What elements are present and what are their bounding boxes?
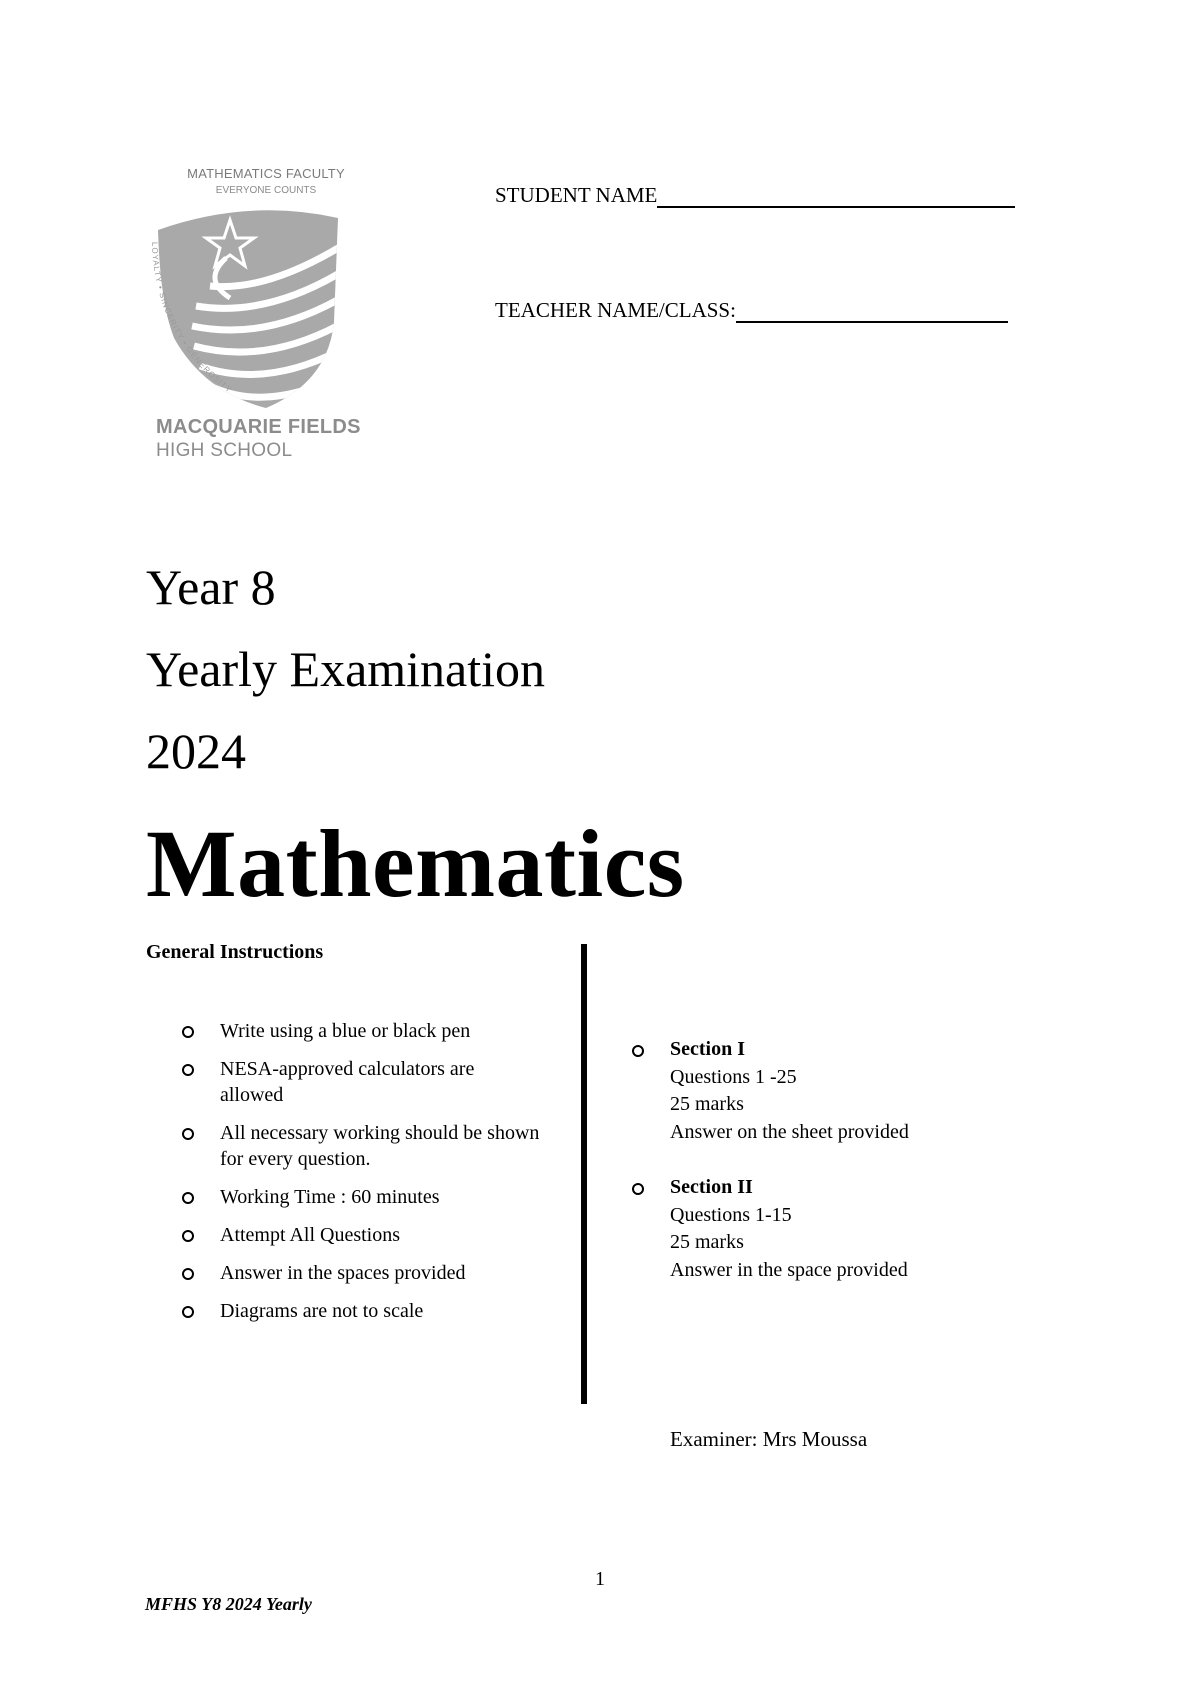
list-item: Working Time : 60 minutes bbox=[182, 1184, 542, 1210]
list-item: All necessary working should be shown for every question. bbox=[182, 1120, 542, 1172]
bullet-icon bbox=[182, 1230, 194, 1242]
school-logo bbox=[146, 160, 386, 470]
bullet-icon bbox=[182, 1128, 194, 1140]
student-name-field[interactable] bbox=[495, 183, 1015, 208]
list-item: NESA-approved calculators are allowed bbox=[182, 1056, 542, 1108]
bullet-icon bbox=[182, 1026, 194, 1038]
instructions-list bbox=[182, 1018, 542, 1336]
section-title: Section I bbox=[670, 1038, 745, 1060]
bullet-icon bbox=[182, 1064, 194, 1076]
subject-title: Mathematics bbox=[146, 810, 685, 917]
section-marks: 25 marks bbox=[670, 1093, 744, 1115]
section-answer: Answer on the sheet provided bbox=[670, 1120, 909, 1143]
section-title: Section II bbox=[670, 1176, 753, 1198]
footer-text: MFHS Y8 2024 Yearly bbox=[145, 1594, 312, 1614]
bullet-icon bbox=[182, 1306, 194, 1318]
section-answer: Answer in the space provided bbox=[670, 1258, 908, 1281]
shield-icon bbox=[148, 202, 348, 414]
bullet-icon bbox=[182, 1192, 194, 1204]
teacher-class-field[interactable] bbox=[495, 298, 1008, 323]
page-number: 1 bbox=[595, 1568, 605, 1590]
section-questions: Questions 1-15 bbox=[670, 1203, 792, 1226]
examiner-text: Examiner: Mrs Moussa bbox=[670, 1427, 868, 1451]
list-item: Answer in the spaces provided bbox=[182, 1260, 542, 1286]
section-item bbox=[632, 1036, 1032, 1146]
teacher-class-line[interactable] bbox=[736, 301, 1008, 323]
list-item: Write using a blue or black pen bbox=[182, 1018, 542, 1044]
title-exam: Yearly Examination bbox=[146, 641, 546, 697]
student-name-label: STUDENT NAME bbox=[495, 183, 658, 207]
instructions-heading: General Instructions bbox=[146, 941, 324, 963]
logo-faculty-text: MATHEMATICS FACULTY bbox=[187, 166, 345, 181]
logo-values-text: LOYALTY • SINCERITY • GENEROSITY bbox=[149, 241, 234, 395]
section-questions: Questions 1 -25 bbox=[670, 1065, 797, 1088]
sections-list bbox=[632, 1036, 1032, 1312]
logo-school-name: MACQUARIE FIELDS bbox=[156, 416, 361, 438]
vertical-divider bbox=[581, 944, 587, 1404]
teacher-class-label: TEACHER NAME/CLASS: bbox=[495, 298, 736, 322]
section-item bbox=[632, 1174, 1032, 1284]
section-marks: 25 marks bbox=[670, 1231, 744, 1253]
logo-motto-text: EVERYONE COUNTS bbox=[215, 185, 317, 196]
bullet-icon bbox=[182, 1268, 194, 1280]
title-year-number: 2024 bbox=[146, 723, 246, 779]
list-item: Diagrams are not to scale bbox=[182, 1298, 542, 1324]
bullet-icon bbox=[632, 1045, 644, 1057]
student-name-line[interactable] bbox=[657, 186, 1015, 208]
logo-school-type: HIGH SCHOOL bbox=[156, 440, 293, 461]
title-year: Year 8 bbox=[146, 559, 276, 615]
list-item: Attempt All Questions bbox=[182, 1222, 542, 1248]
bullet-icon bbox=[632, 1183, 644, 1195]
